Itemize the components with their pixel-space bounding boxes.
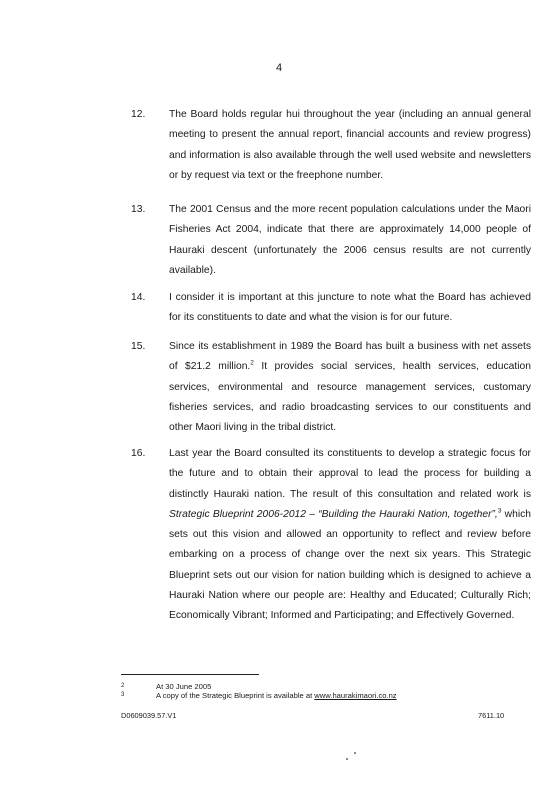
footnote-3 bbox=[121, 691, 397, 700]
footnote-number: 2 bbox=[121, 683, 125, 689]
paragraph-12 bbox=[131, 105, 531, 186]
publication-title: Strategic Blueprint 2006-2012 – “Building the Hauraki Nation, together”, bbox=[169, 508, 498, 520]
paragraph-text-part: which sets out this vision and allowed an opportunity to reflect and review before embarking on a process of change over the next six years. This Strategic Blueprint sets out our vision for nation building which is designed to achieve a Hauraki Nation where our people are: Healthy and Educated; Culturally Rich; Economically Vibrant; Informed and Participating; and Effectively Governed. bbox=[169, 508, 531, 622]
scan-speck bbox=[346, 758, 348, 760]
footnote-text bbox=[156, 691, 397, 700]
paragraph-number: 16. bbox=[131, 448, 146, 459]
paragraph-14 bbox=[131, 288, 531, 329]
document-reference: D0609039.57.V1 bbox=[121, 711, 177, 720]
footnote-number: 3 bbox=[121, 692, 125, 698]
paragraph-text bbox=[169, 444, 531, 627]
footnote-ref: 3 bbox=[497, 507, 502, 515]
page-number: 4 bbox=[275, 62, 283, 74]
paragraph-text: The 2001 Census and the more recent population calculations under the Maori Fisheries Act 2004, indicate that there are approximately 14,000 people of Hauraki descent (unfortunately the 2006 census results are not currently available). bbox=[169, 204, 531, 276]
paragraph-text-part: It provides social services, health services, education services, environmental and resource management services, customary fisheries services, and radio broadcasting services to our constituents and other Maori living in the tribal district. bbox=[169, 361, 531, 434]
paragraph-text-part: Since its establishment in 1989 the Board has built a business with net assets of $21.2 million. bbox=[169, 341, 531, 373]
document-number: 7611.10 bbox=[478, 711, 505, 720]
paragraph-15 bbox=[131, 337, 531, 438]
paragraph-text-part: Last year the Board consulted its constituents to develop a strategic focus for the future and to obtain their approval to lead the process for building a distinctly Hauraki nation. The result of this consultation and related work is bbox=[169, 448, 531, 500]
paragraph-number: 14. bbox=[131, 292, 146, 303]
paragraph-text bbox=[169, 337, 531, 438]
paragraph-16 bbox=[131, 444, 531, 627]
paragraph-text: The Board holds regular hui throughout the year (including an annual general meeting to present the annual report, financial accounts and review progress) and information is also available through the well used website and newsletters or by request via text or the freephone number. bbox=[169, 109, 531, 181]
paragraph-number: 15. bbox=[131, 341, 146, 352]
footnote-text: At 30 June 2005 bbox=[156, 682, 212, 691]
paragraph-number: 12. bbox=[131, 109, 146, 120]
scan-speck bbox=[354, 752, 356, 754]
footnote-ref: 2 bbox=[250, 359, 254, 367]
footnote-2 bbox=[121, 682, 211, 691]
website-link[interactable]: www.haurakimaori.co.nz bbox=[314, 691, 397, 700]
paragraph-text: I consider it is important at this juncture to note what the Board has achieved for its constituents to date and what the vision is for our future. bbox=[169, 292, 531, 324]
paragraph-number: 13. bbox=[131, 204, 146, 215]
footnote-text-part: A copy of the Strategic Blueprint is available at bbox=[156, 691, 315, 700]
footnote-separator bbox=[121, 674, 259, 675]
paragraph-13 bbox=[131, 200, 531, 281]
